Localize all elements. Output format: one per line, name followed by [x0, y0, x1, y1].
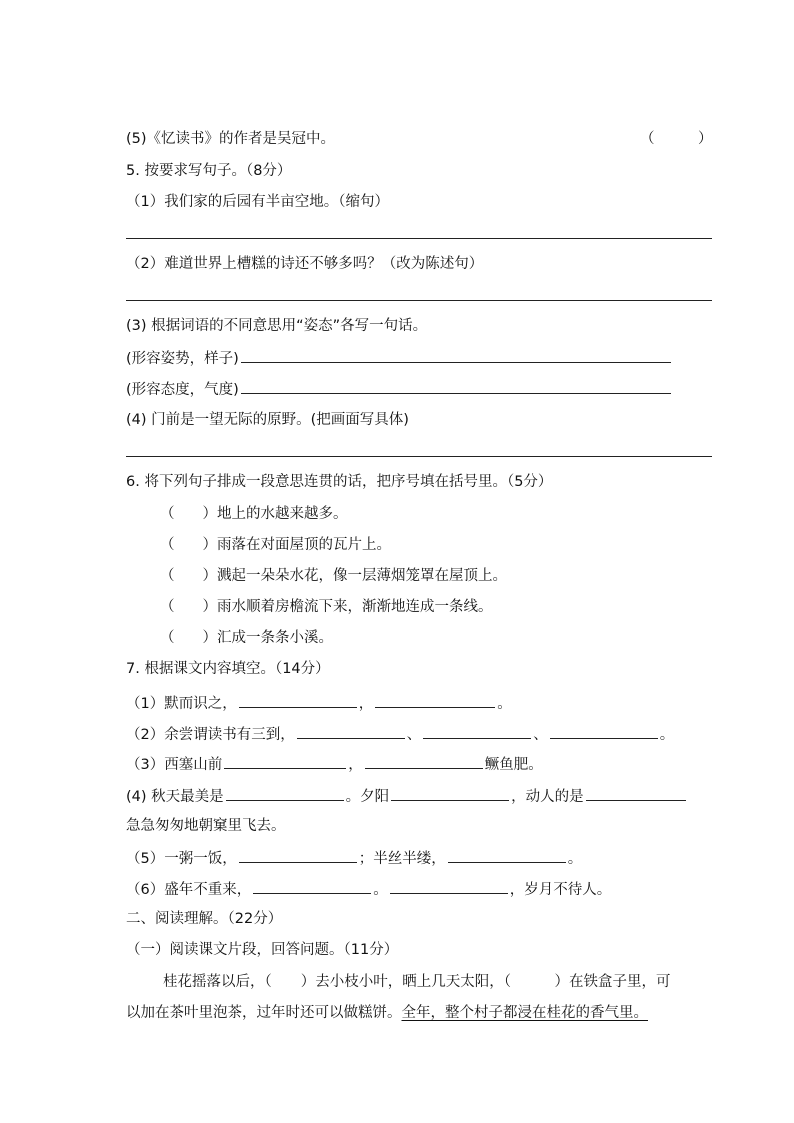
answer-blank[interactable]: [423, 723, 531, 739]
q4-item-5: [126, 129, 335, 149]
q7-l6: （6）盛年不重来， 。 ，岁月不待人。: [126, 878, 611, 900]
order-paren[interactable]: （: [160, 630, 175, 646]
answer-blank[interactable]: [586, 785, 686, 801]
q7-l2: （2）余尝谓读书有三到， 、 、 。: [126, 723, 674, 745]
answer-blank[interactable]: [226, 785, 344, 801]
q5-title: 5. 按要求写句子。（8分）: [126, 163, 292, 179]
answer-blank[interactable]: [253, 878, 371, 894]
order-paren[interactable]: （: [160, 568, 175, 584]
q6-item: （ ）地上的水越来越多。: [160, 506, 348, 522]
q5-s2: （2）难道世界上槽糕的诗还不够多吗？（改为陈述句）: [126, 256, 484, 272]
q7-l3: （3）西塞山前 ， 鳜鱼肥。: [126, 753, 543, 775]
answer-line[interactable]: [126, 300, 712, 301]
answer-blank[interactable]: [297, 723, 405, 739]
answer-blank[interactable]: [239, 847, 357, 863]
q7-l1: （1）默而识之， ， 。: [126, 692, 512, 714]
answer-blank[interactable]: [241, 347, 671, 363]
passage-line-1: 桂花摇落以后，（ ）去小枝小叶，晒上几天太阳，（ ）在铁盒子里，可: [163, 974, 671, 990]
order-paren[interactable]: （: [160, 506, 175, 522]
answer-blank[interactable]: [550, 723, 658, 739]
answer-blank[interactable]: [390, 878, 508, 894]
q6-item: （ ）雨水顺着房檐流下来，渐渐地连成一条线。: [160, 599, 493, 615]
q5-s1: （1）我们家的后园有半亩空地。（缩句）: [126, 194, 389, 210]
q5-s3a: (形容姿势，样子): [126, 347, 673, 369]
q7-l4: (4) 秋天最美是 。夕阳 ，动人的是: [126, 785, 688, 807]
q7-title: 7. 根据课文内容填空。（14分）: [126, 661, 330, 677]
order-paren[interactable]: （: [160, 599, 175, 615]
passage-line-2: 以加在茶叶里泡茶，过年时还可以做糕饼。全年，整个村子都浸在桂花的香气里。: [126, 1005, 648, 1021]
answer-paren[interactable]: （ ）: [640, 131, 713, 147]
part2-title: 二、阅读理解。（22分）: [126, 911, 283, 927]
q6-item: （ ）汇成一条条小溪。: [160, 630, 333, 646]
answer-blank[interactable]: [224, 753, 346, 769]
q5-s3b: (形容态度，气度): [126, 378, 673, 400]
answer-blank[interactable]: [241, 378, 671, 394]
q6-item: （ ）雨落在对面屋顶的瓦片上。: [160, 537, 391, 553]
q5-s3: (3) 根据词语的不同意思用“姿态”各写一句话。: [126, 318, 428, 334]
answer-blank[interactable]: [239, 692, 357, 708]
part2-subtitle: （一）阅读课文片段，回答问题。（11分）: [126, 942, 399, 958]
answer-line[interactable]: [126, 238, 712, 239]
q6-item: （ ）溅起一朵朵水花，像一层薄烟笼罩在屋顶上。: [160, 568, 507, 584]
q7-l5: （5）一粥一饭， ；半丝半缕， 。: [126, 847, 582, 869]
answer-blank[interactable]: [365, 753, 483, 769]
q6-title: 6. 将下列句子排成一段意思连贯的话，把序号填在括号里。（5分）: [126, 474, 553, 490]
answer-blank[interactable]: [448, 847, 566, 863]
answer-blank[interactable]: [391, 785, 509, 801]
q7-l4-cont: 急急匆匆地朝窠里飞去。: [126, 818, 286, 834]
answer-line[interactable]: [126, 456, 712, 457]
answer-blank[interactable]: [375, 692, 495, 708]
order-paren[interactable]: （: [160, 537, 175, 553]
q4-item-5-text: (5)《忆读书》的作者是吴冠中。: [126, 131, 336, 147]
q5-s4: (4) 门前是一望无际的原野。(把画面写具体): [126, 412, 409, 428]
underlined-sentence: 全年，整个村子都浸在桂花的香气里。: [401, 1005, 648, 1021]
